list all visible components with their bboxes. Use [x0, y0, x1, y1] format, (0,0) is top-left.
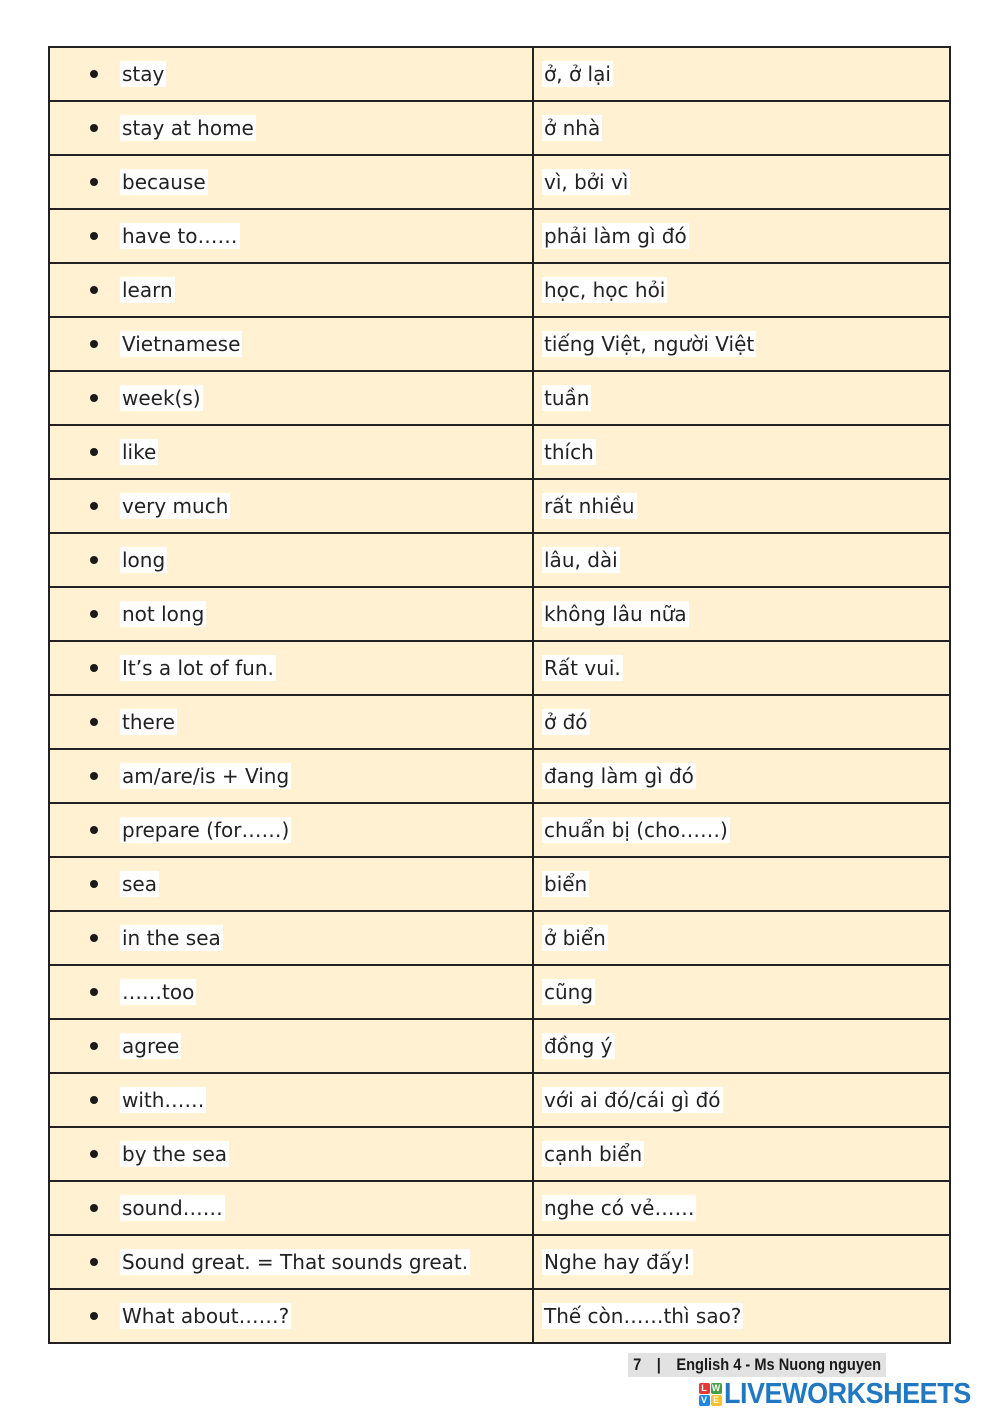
english-term-cell [49, 479, 533, 533]
bullet-icon [90, 772, 98, 780]
english-term-cell [49, 317, 533, 371]
bullet-icon [90, 232, 98, 240]
vocab-row [49, 803, 950, 857]
vocab-row [49, 911, 950, 965]
vocab-row [49, 1289, 950, 1343]
vietnamese-meaning-cell [533, 965, 950, 1019]
english-term-cell [49, 533, 533, 587]
bullet-icon [90, 286, 98, 294]
english-term: there [122, 710, 175, 734]
vietnamese-meaning: học, học hỏi [544, 278, 666, 302]
vocab-row [49, 533, 950, 587]
bullet-icon [90, 502, 98, 510]
vietnamese-meaning: với ai đó/cái gì đó [544, 1088, 721, 1112]
english-term: long [122, 548, 166, 572]
vocab-row [49, 263, 950, 317]
vietnamese-meaning: vì, bởi vì [544, 170, 629, 194]
vocab-row [49, 1073, 950, 1127]
english-term-cell [49, 371, 533, 425]
english-term: agree [122, 1034, 180, 1058]
english-term-cell [49, 965, 533, 1019]
vocab-row [49, 371, 950, 425]
vocab-row [49, 641, 950, 695]
english-term-cell [49, 1235, 533, 1289]
vocab-row [49, 749, 950, 803]
vocab-row [49, 1127, 950, 1181]
vocab-row [49, 425, 950, 479]
page-number: 7 [633, 1355, 642, 1374]
english-term-cell [49, 1181, 533, 1235]
english-term-cell [49, 263, 533, 317]
footer-text: English 4 - Ms Nuong nguyen [676, 1355, 882, 1374]
english-term: learn [122, 278, 173, 302]
bullet-icon [90, 718, 98, 726]
english-term: stay at home [122, 116, 254, 140]
vietnamese-meaning: thích [544, 440, 594, 464]
vocab-row [49, 965, 950, 1019]
vietnamese-meaning-cell [533, 155, 950, 209]
english-term: have to…… [122, 224, 238, 248]
vietnamese-meaning: ở đó [544, 710, 588, 734]
bullet-icon [90, 178, 98, 186]
english-term: like [122, 440, 157, 464]
vietnamese-meaning: Rất vui. [544, 656, 621, 680]
vocab-row [49, 587, 950, 641]
vietnamese-meaning-cell [533, 641, 950, 695]
vocab-row [49, 1019, 950, 1073]
bullet-icon [90, 70, 98, 78]
vietnamese-meaning: Nghe hay đấy! [544, 1250, 691, 1274]
vocab-row [49, 695, 950, 749]
english-term: ……too [122, 980, 195, 1004]
vietnamese-meaning-cell [533, 47, 950, 101]
vietnamese-meaning: ở, ở lại [544, 62, 611, 86]
english-term-cell [49, 587, 533, 641]
vietnamese-meaning-cell [533, 317, 950, 371]
english-term-cell [49, 101, 533, 155]
english-term-cell [49, 1019, 533, 1073]
vietnamese-meaning-cell [533, 857, 950, 911]
english-term: because [122, 170, 206, 194]
english-term-cell [49, 1073, 533, 1127]
vietnamese-meaning: đang làm gì đó [544, 764, 694, 788]
english-term-cell [49, 425, 533, 479]
bullet-icon [90, 448, 98, 456]
vocab-row [49, 209, 950, 263]
vietnamese-meaning-cell [533, 101, 950, 155]
vietnamese-meaning: biển [544, 872, 588, 896]
english-term-cell [49, 155, 533, 209]
english-term: by the sea [122, 1142, 228, 1166]
vocabulary-table [48, 46, 951, 1344]
vietnamese-meaning: cạnh biển [544, 1142, 643, 1166]
vietnamese-meaning-cell [533, 209, 950, 263]
english-term: What about……? [122, 1304, 290, 1328]
vietnamese-meaning: lâu, dài [544, 548, 618, 572]
bullet-icon [90, 1258, 98, 1266]
vietnamese-meaning-cell [533, 1235, 950, 1289]
page-footer [628, 1353, 886, 1377]
liveworksheets-logo-icon [698, 1382, 722, 1406]
english-term: sound…… [122, 1196, 223, 1220]
english-term-cell [49, 695, 533, 749]
english-term: week(s) [122, 386, 201, 410]
vietnamese-meaning: cũng [544, 980, 594, 1004]
vietnamese-meaning-cell [533, 803, 950, 857]
english-term: Sound great. = That sounds great. [122, 1250, 469, 1274]
bullet-icon [90, 610, 98, 618]
english-term: stay [122, 62, 165, 86]
vietnamese-meaning: chuẩn bị (cho……) [544, 818, 728, 842]
bullet-icon [90, 394, 98, 402]
english-term-cell [49, 209, 533, 263]
vietnamese-meaning: phải làm gì đó [544, 224, 687, 248]
vietnamese-meaning: ở nhà [544, 116, 601, 140]
vietnamese-meaning: tuần [544, 386, 590, 410]
english-term-cell [49, 1127, 533, 1181]
vietnamese-meaning: ở biển [544, 926, 606, 950]
vocab-row [49, 1181, 950, 1235]
vietnamese-meaning-cell [533, 911, 950, 965]
vocab-row [49, 857, 950, 911]
english-term: It’s a lot of fun. [122, 656, 274, 680]
english-term: Vietnamese [122, 332, 241, 356]
vietnamese-meaning: nghe có vẻ…… [544, 1196, 695, 1220]
bullet-icon [90, 880, 98, 888]
vietnamese-meaning-cell [533, 425, 950, 479]
bullet-icon [90, 1150, 98, 1158]
vietnamese-meaning-cell [533, 695, 950, 749]
vietnamese-meaning-cell [533, 1181, 950, 1235]
english-term-cell [49, 803, 533, 857]
english-term-cell [49, 47, 533, 101]
bullet-icon [90, 556, 98, 564]
bullet-icon [90, 1204, 98, 1212]
vocab-row [49, 479, 950, 533]
english-term-cell [49, 641, 533, 695]
english-term-cell [49, 749, 533, 803]
brand-name: LIVEWORKSHEETS [724, 1377, 971, 1410]
vietnamese-meaning-cell [533, 1289, 950, 1343]
bullet-icon [90, 826, 98, 834]
bullet-icon [90, 934, 98, 942]
vocab-row [49, 155, 950, 209]
english-term: prepare (for……) [122, 818, 290, 842]
vietnamese-meaning-cell [533, 749, 950, 803]
english-term-cell [49, 1289, 533, 1343]
bullet-icon [90, 124, 98, 132]
logo-tile-l: L [699, 1383, 710, 1394]
vietnamese-meaning-cell [533, 263, 950, 317]
bullet-icon [90, 1042, 98, 1050]
vietnamese-meaning-cell [533, 479, 950, 533]
vocab-row [49, 47, 950, 101]
logo-tile-w: W [711, 1383, 721, 1393]
english-term: very much [122, 494, 229, 518]
vietnamese-meaning-cell [533, 587, 950, 641]
vietnamese-meaning: đồng ý [544, 1034, 613, 1058]
vietnamese-meaning-cell [533, 1073, 950, 1127]
vietnamese-meaning: tiếng Việt, người Việt [544, 332, 755, 356]
bullet-icon [90, 1096, 98, 1104]
english-term-cell [49, 857, 533, 911]
english-term: in the sea [122, 926, 221, 950]
english-term: sea [122, 872, 157, 896]
vietnamese-meaning: Thế còn……thì sao? [544, 1304, 742, 1328]
logo-tile-e: E [711, 1395, 722, 1406]
vocab-row [49, 101, 950, 155]
english-term: am/are/is + Ving [122, 764, 290, 788]
vietnamese-meaning-cell [533, 371, 950, 425]
english-term-cell [49, 911, 533, 965]
bullet-icon [90, 1312, 98, 1320]
bullet-icon [90, 988, 98, 996]
vietnamese-meaning-cell [533, 1127, 950, 1181]
bullet-icon [90, 664, 98, 672]
bullet-icon [90, 340, 98, 348]
english-term: with…… [122, 1088, 205, 1112]
vietnamese-meaning-cell [533, 533, 950, 587]
vietnamese-meaning-cell [533, 1019, 950, 1073]
vocab-row [49, 1235, 950, 1289]
vocab-row [49, 317, 950, 371]
vietnamese-meaning: rất nhiều [544, 494, 635, 518]
liveworksheets-brand[interactable] [698, 1378, 989, 1410]
vietnamese-meaning: không lâu nữa [544, 602, 687, 626]
vocabulary-table-body [49, 47, 950, 1343]
english-term: not long [122, 602, 205, 626]
footer-separator: | [656, 1355, 661, 1374]
logo-tile-v: V [699, 1395, 710, 1406]
